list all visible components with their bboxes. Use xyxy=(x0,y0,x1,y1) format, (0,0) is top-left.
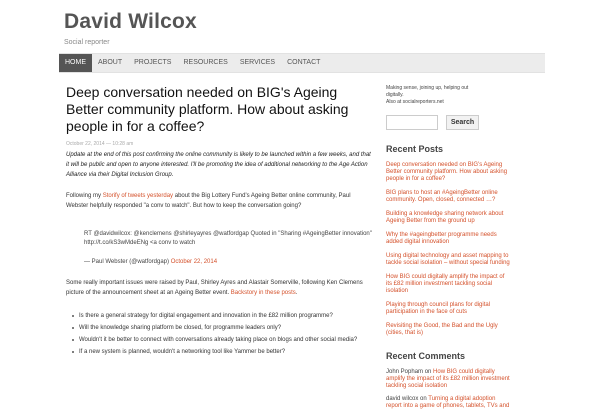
comment-author: david wilcox xyxy=(386,396,419,402)
para1-text-b: about the Big Lottery Fund's Ageing Better online community, Paul Webster helpfully responded "a conv to watch". But how to keep the conversation going? xyxy=(66,193,351,209)
nav-projects[interactable]: PROJECTS xyxy=(134,59,172,66)
recent-post-link[interactable]: Deep conversation needed on BIG's Ageing Better community platform. How about asking people in for a coffee? xyxy=(386,162,508,182)
recent-posts-title: Recent Posts xyxy=(386,144,444,154)
comment-item xyxy=(386,396,510,410)
para2-text-b: . xyxy=(295,290,298,296)
comment-post-link[interactable]: How BIG could digitally amplify the impact of its £82 million investment tackling social isolation xyxy=(386,369,510,389)
main-nav xyxy=(59,53,545,73)
para2-text-a: Some really important issues were raised by Paul, Shirley Ayres and Alastair Somerville, following Ken Clemens picture of the announcement sheet at an Ageing Better event. xyxy=(66,280,363,296)
tweet-author: — Paul Webster (@watfordgap) xyxy=(84,259,171,265)
about-line: Also at socialreporters.net xyxy=(386,99,444,105)
about-line: digitally. xyxy=(386,92,404,98)
recent-comments-title: Recent Comments xyxy=(386,351,466,361)
recent-posts-list xyxy=(386,162,510,337)
nav-about[interactable]: ABOUT xyxy=(98,59,123,66)
site-description: Social reporter xyxy=(64,39,110,46)
recent-post-link[interactable]: BIG plans to host an #AgeingBetter online community. Open, closed, connected …? xyxy=(386,190,498,203)
nav-home[interactable]: HOME xyxy=(59,54,92,72)
post-content xyxy=(66,84,374,360)
list-item: Will the knowledge sharing platform be closed, for programme leaders only? xyxy=(72,324,374,333)
search-form xyxy=(386,115,510,130)
tweet-attribution xyxy=(84,258,374,267)
sidebar xyxy=(386,85,510,416)
nav-contact[interactable]: CONTACT xyxy=(287,59,321,66)
list-item: Is there a general strategy for digital engagement and innovation in the £82 million programme? xyxy=(72,312,374,321)
tweet-date-link[interactable]: October 22, 2014 xyxy=(170,259,218,265)
post-meta: October 22, 2014 — 10:28 am xyxy=(66,141,134,147)
post-paragraph-2 xyxy=(66,278,374,298)
post-title[interactable]: Deep conversation needed on BIG's Ageing Better community platform. How about asking people in for a coffee? xyxy=(66,84,349,134)
tweet-text: RT @davidwilcox: @kenclemens @shirleyayres @watfordgap Quoted in "Sharing #AgeingBetter innovation" http://t.co/kS3wMdeENg <a conv to watch xyxy=(84,231,372,246)
post-paragraph-1 xyxy=(66,191,374,211)
recent-post-link[interactable]: Using digital technology and asset mapping to tackle social isolation – without special funding xyxy=(386,253,510,266)
nav-services[interactable]: SERVICES xyxy=(239,59,276,66)
para1-text-a: Following my xyxy=(66,193,103,199)
recent-post-link[interactable]: Building a knowledge sharing network about Ageing Better from the ground up xyxy=(386,211,504,224)
nav-resources[interactable]: RESOURCES xyxy=(183,59,228,66)
issues-list xyxy=(72,312,374,357)
recent-post-link[interactable]: Playing through council plans for digital participation in the face of cuts xyxy=(386,302,491,315)
recent-comments-list xyxy=(386,369,510,410)
sidebar-about xyxy=(386,85,510,106)
embedded-tweet xyxy=(84,230,374,267)
recent-post-link[interactable]: Revisiting the Good, the Bad and the Ugly (cities, that is) xyxy=(386,323,498,336)
search-input[interactable] xyxy=(386,115,438,130)
comment-post-link[interactable]: Turning a digital adoption report into a game of phones, tablets, TVs and xyxy=(386,396,510,409)
about-line: Making sense, joining up, helping out xyxy=(386,85,469,91)
comment-item xyxy=(386,369,510,390)
list-item: If a new system is planned, wouldn't a networking tool like Yammer be better? xyxy=(72,348,374,357)
list-item: Wouldn't it be better to connect with conversations already taking place on blogs and other social media? xyxy=(72,336,374,345)
backstory-link[interactable]: Backstory in these posts xyxy=(230,290,296,296)
recent-post-link[interactable]: Why the #ageingbetter programme needs added digital innovation xyxy=(386,232,497,245)
comment-author: John Popham xyxy=(386,369,424,375)
recent-post-link[interactable]: How BIG could digitally amplify the impact of its £82 million investment tackling social isolation xyxy=(386,274,505,294)
comment-on: on xyxy=(418,396,429,402)
site-header xyxy=(64,10,197,46)
post-update-note: Update at the end of this post confirming the online community is likely to be launched within a few weeks, and that it will be public and open to anyone interested. I'll be promoting the idea of additional networking to the Age Action Alliance via their Digital Inclusion Group. xyxy=(66,152,371,178)
storify-link[interactable]: Storify of tweets yesterday xyxy=(102,193,174,199)
comment-on: on xyxy=(423,369,434,375)
site-title[interactable]: David Wilcox xyxy=(64,10,197,33)
search-button[interactable]: Search xyxy=(446,115,479,130)
